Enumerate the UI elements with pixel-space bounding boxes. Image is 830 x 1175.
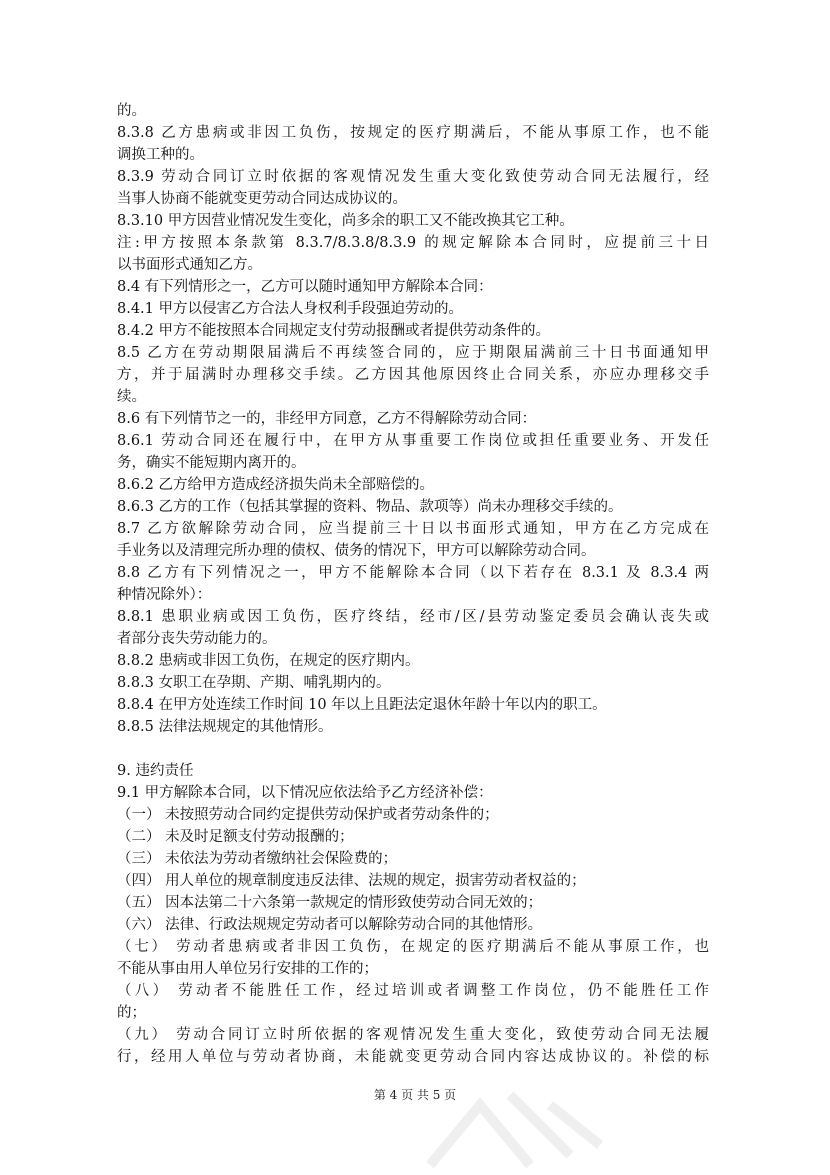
- text-line: （一） 未按照劳动合同约定提供劳动保护或者劳动条件的；: [117, 807, 499, 823]
- text-line: 8.4.1 甲方以侵害乙方合法人身权利手段强迫劳动的。: [117, 301, 464, 317]
- text-line: 8.8.4 在甲方处连续工作时间 10 年以上且距法定退休年龄十年以内的职工。: [117, 697, 607, 713]
- text-line: 8.8.3 女职工在孕期、产期、哺乳期内的。: [117, 675, 391, 691]
- text-line: 8.6.3 乙方的工作（包括其掌握的资料、物品、款项等）尚未办理移交手续的。: [117, 499, 623, 515]
- text-line: （七） 劳动者患病或者非因工负伤，在规定的医疗期满后不能从事原工作，也: [117, 939, 709, 955]
- watermark-graphic: [420, 1085, 610, 1175]
- text-line: 当事人协商不能就变更劳动合同达成协议的。: [117, 191, 407, 207]
- text-line: 8.3.9 劳动合同订立时依据的客观情况发生重大变化致使劳动合同无法履行，经: [117, 169, 709, 185]
- blank-line: [117, 738, 709, 760]
- text-line: 8.8.5 法律法规规定的其他情形。: [117, 719, 333, 735]
- text-line: 8.3.8 乙方患病或非因工负伤，按规定的医疗期满后，不能从事原工作，也不能: [117, 125, 709, 141]
- text-line: 的。: [117, 103, 146, 119]
- text-line: 以书面形式通知乙方。: [117, 257, 262, 273]
- text-line: 9. 违约责任: [117, 763, 194, 779]
- text-line: （二） 未及时足额支付劳动报酬的；: [117, 829, 354, 845]
- text-line: （八） 劳动者不能胜任工作，经过培训或者调整工作岗位，仍不能胜任工作: [117, 983, 709, 999]
- text-line: 8.4 有下列情形之一，乙方可以随时通知甲方解除本合同：: [117, 279, 493, 295]
- text-line: 方，并于届满时办理移交手续。乙方因其他原因终止合同关系，亦应办理移交手: [117, 367, 709, 383]
- text-line: （三） 未依法为劳动者缴纳社会保险费的；: [117, 851, 398, 867]
- text-line: （六） 法律、行政法规规定劳动者可以解除劳动合同的其他情形。: [117, 917, 543, 933]
- text-line: 8.7 乙方欲解除劳动合同，应当提前三十日以书面形式通知，甲方在乙方完成在: [117, 521, 709, 537]
- text-line: 8.6.2 乙方给甲方造成经济损失尚未全部赔偿的。: [117, 477, 435, 493]
- text-line: 注:甲方按照本条款第 8.3.7/8.3.8/8.3.9 的规定解除本合同时，应提前三十日: [117, 235, 709, 251]
- text-line: 8.3.10 甲方因营业情况发生变化，尚多余的职工又不能改换其它工种。: [117, 213, 574, 229]
- text-line: 续。: [117, 389, 146, 405]
- text-line: 的；: [117, 1005, 146, 1021]
- text-line: 行，经用人单位与劳动者协商，未能就变更劳动合同内容达成协议的。补偿的标: [117, 1049, 709, 1065]
- text-line: 调换工种的。: [117, 147, 204, 163]
- text-line: 务，确实不能短期内离开的。: [117, 455, 306, 471]
- text-line: 8.6.1 劳动合同还在履行中，在甲方从事重要工作岗位或担任重要业务、开发任: [117, 433, 709, 449]
- text-line: 8.6 有下列情节之一的，非经甲方同意，乙方不得解除劳动合同：: [117, 411, 537, 427]
- text-line: （五） 因本法第二十六条第一款规定的情形致使劳动合同无效的；: [117, 895, 543, 911]
- text-line: 种情况除外）：: [117, 587, 212, 603]
- document-body: [117, 100, 709, 1068]
- text-line: 8.8 乙方有下列情况之一，甲方不能解除本合同（以下若存在 8.3.1 及 8.3.4 两: [117, 565, 709, 581]
- text-line: （九） 劳动合同订立时所依据的客观情况发生重大变化，致使劳动合同无法履: [117, 1027, 709, 1043]
- text-line: 者部分丧失劳动能力的。: [117, 631, 277, 647]
- text-line: （四） 用人单位的规章制度违反法律、法规的规定，损害劳动者权益的；: [117, 873, 586, 889]
- text-line: 手业务以及清理完所办理的债权、债务的情况下，甲方可以解除劳动合同。: [117, 543, 596, 559]
- text-line: 8.4.2 甲方不能按照本合同规定支付劳动报酬或者提供劳动条件的。: [117, 323, 551, 339]
- text-line: 不能从事由用人单位另行安排的工作的；: [117, 961, 378, 977]
- text-line: 9.1 甲方解除本合同，以下情况应依法给予乙方经济补偿：: [117, 785, 493, 801]
- text-line: 8.5 乙方在劳动期限届满后不再续签合同的，应于期限届满前三十日书面通知甲: [117, 345, 709, 361]
- page-number-footer: 第 4 页 共 5 页: [373, 1088, 457, 1102]
- text-line: 8.8.1 患职业病或因工负伤，医疗终结，经市/区/县劳动鉴定委员会确认丧失或: [117, 609, 709, 625]
- text-line: 8.8.2 患病或非因工负伤，在规定的医疗期内。: [117, 653, 420, 669]
